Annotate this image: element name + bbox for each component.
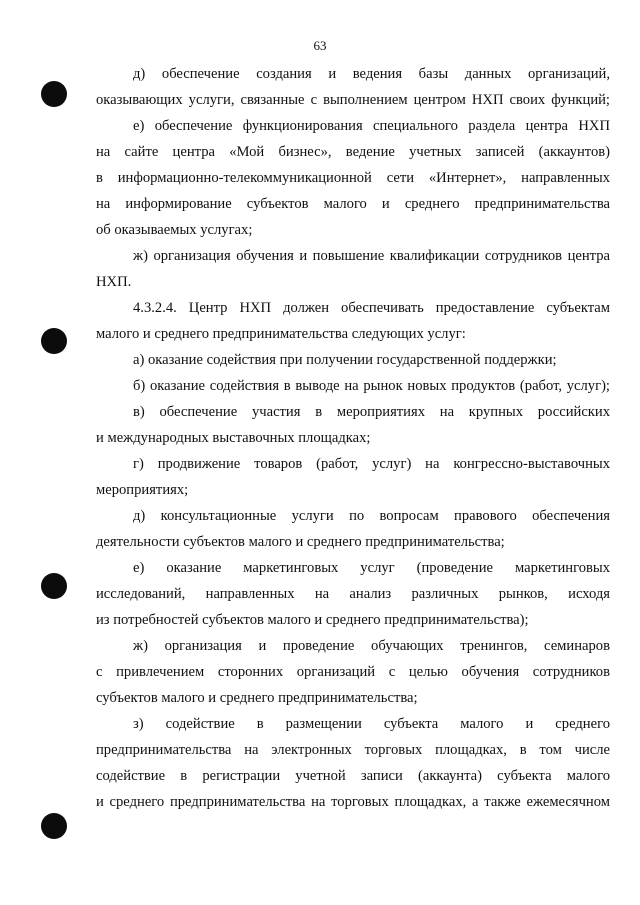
page-number: 63 xyxy=(313,38,327,53)
text-line: з) содействие в размещении субъекта малого и среднего xyxy=(133,716,610,732)
text-line: субъектов малого и среднего предпринимательства; xyxy=(96,690,418,706)
text-line: г) продвижение товаров (работ, услуг) на конгрессно-выставочных xyxy=(133,456,610,472)
text-line: е) обеспечение функционирования специального раздела центра НХП xyxy=(133,118,610,134)
text-line: исследований, направленных на анализ различных рынков, исходя xyxy=(96,586,610,602)
text-line: мероприятиях; xyxy=(96,482,189,498)
text-line: деятельности субъектов малого и среднего предпринимательства; xyxy=(96,534,505,550)
text-line: и международных выставочных площадках; xyxy=(96,430,371,446)
text-line: содействие в регистрации учетной записи (аккаунта) субъекта малого xyxy=(96,768,610,784)
document-body xyxy=(96,61,610,815)
text-line: и среднего предпринимательства на торговых площадках, а также ежемесячном xyxy=(96,794,610,810)
punch-hole xyxy=(41,81,67,107)
text-line: НХП. xyxy=(96,274,132,290)
punch-hole xyxy=(41,573,67,599)
text-line: на информирование субъектов малого и среднего предпринимательства xyxy=(96,196,610,212)
text-line: д) консультационные услуги по вопросам правового обеспечения xyxy=(133,508,610,524)
text-line: ж) организация и проведение обучающих тренингов, семинаров xyxy=(133,638,610,654)
text-line: об оказываемых услугах; xyxy=(96,222,253,238)
text-line: а) оказание содействия при получении государственной поддержки; xyxy=(133,352,557,368)
text-line: оказывающих услуги, связанные с выполнением центром НХП своих функций; xyxy=(96,92,610,108)
text-line: в) обеспечение участия в мероприятиях на крупных российских xyxy=(133,404,610,420)
text-line: б) оказание содействия в выводе на рынок новых продуктов (работ, услуг); xyxy=(133,378,610,394)
punch-hole xyxy=(41,813,67,839)
text-line: с привлечением сторонних организаций с целью обучения сотрудников xyxy=(96,664,610,680)
punch-hole xyxy=(41,328,67,354)
text-line: на сайте центра «Мой бизнес», ведение учетных записей (аккаунтов) xyxy=(96,144,610,160)
text-line: д) обеспечение создания и ведения базы данных организаций, xyxy=(133,66,610,82)
text-line: е) оказание маркетинговых услуг (проведение маркетинговых xyxy=(133,560,610,576)
text-line: из потребностей субъектов малого и среднего предпринимательства); xyxy=(96,612,529,628)
text-line: 4.3.2.4. Центр НХП должен обеспечивать предоставление субъектам xyxy=(133,300,610,316)
text-line: в информационно-телекоммуникационной сети «Интернет», направленных xyxy=(96,170,610,186)
text-line: малого и среднего предпринимательства следующих услуг: xyxy=(96,326,466,342)
text-line: предпринимательства на электронных торговых площадках, в том числе xyxy=(96,742,610,758)
text-line: ж) организация обучения и повышение квалификации сотрудников центра xyxy=(133,248,610,264)
